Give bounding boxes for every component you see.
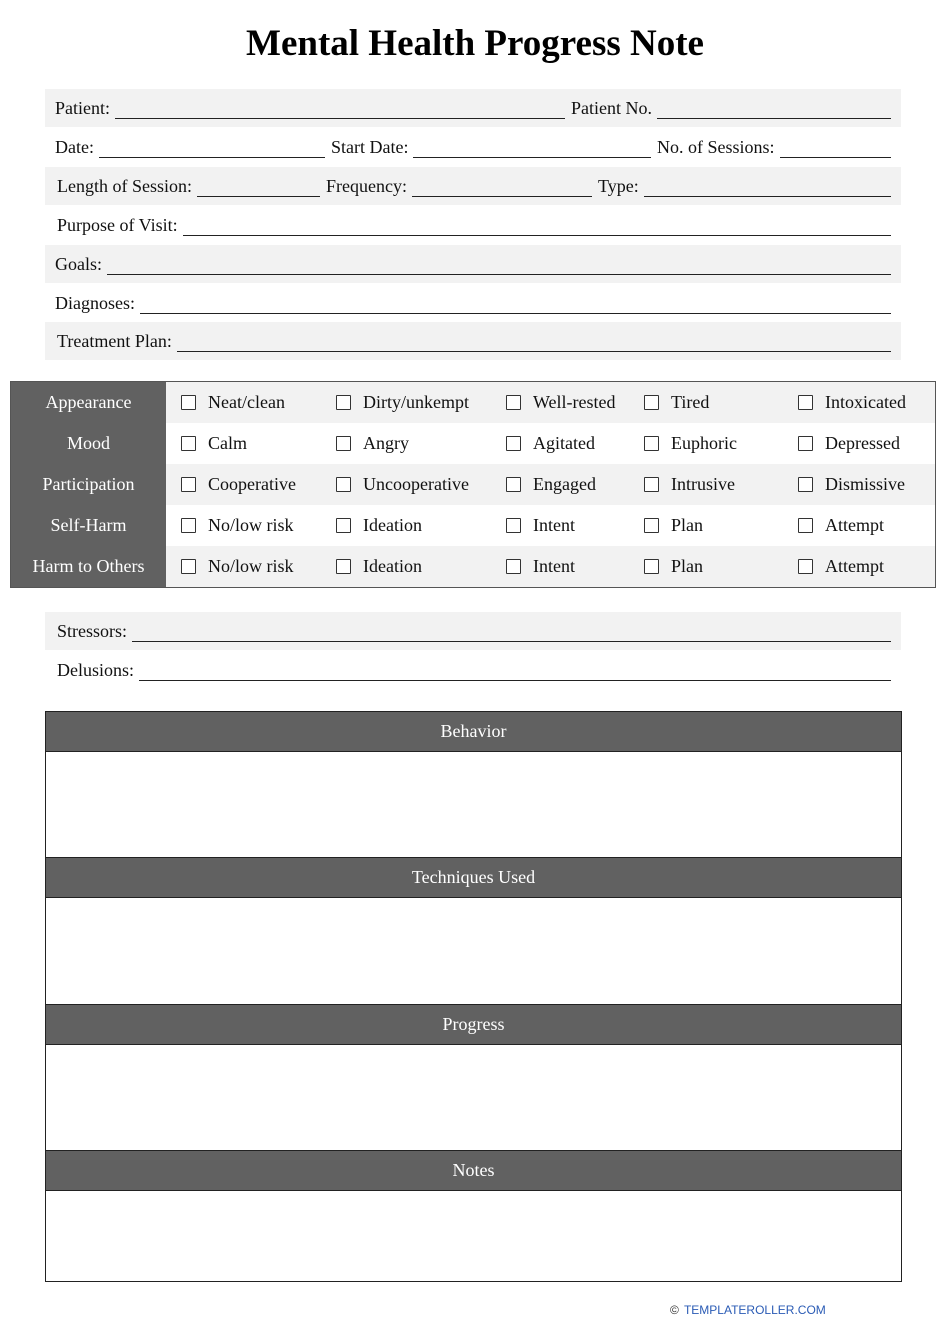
length-session-field[interactable]: [57, 176, 320, 197]
checkbox-option[interactable]: [644, 556, 798, 577]
option-label: Intent: [533, 515, 575, 535]
option-label: Intent: [533, 556, 575, 576]
progress-textarea[interactable]: [46, 1045, 901, 1150]
category-label: Mood: [11, 423, 166, 464]
checkbox[interactable]: [506, 477, 521, 492]
option-label: Attempt: [825, 515, 884, 535]
no-sessions-line[interactable]: [780, 139, 891, 158]
checkbox[interactable]: [798, 518, 813, 533]
assessment-table: [10, 381, 936, 588]
option-label: Angry: [363, 433, 409, 453]
checkbox-option[interactable]: [798, 474, 928, 495]
checkbox[interactable]: [336, 395, 351, 410]
assessment-row-self-harm: [11, 505, 935, 546]
patient-line[interactable]: [115, 100, 565, 119]
delusions-row: [45, 651, 901, 689]
checkbox[interactable]: [798, 477, 813, 492]
length-session-label: Length of Session:: [57, 175, 192, 196]
option-label: Tired: [671, 392, 710, 412]
treatment-plan-label: Treatment Plan:: [57, 330, 172, 351]
checkbox[interactable]: [336, 436, 351, 451]
checkbox[interactable]: [336, 477, 351, 492]
checkbox[interactable]: [506, 559, 521, 574]
no-sessions-label: No. of Sessions:: [657, 136, 775, 157]
diagnoses-label: Diagnoses:: [55, 292, 135, 313]
option-label: No/low risk: [208, 556, 294, 576]
checkbox[interactable]: [798, 436, 813, 451]
notes-header: Notes: [46, 1150, 901, 1191]
notes-textarea[interactable]: [46, 1191, 901, 1281]
checkbox-option[interactable]: [644, 474, 798, 495]
frequency-field[interactable]: [326, 176, 592, 197]
checkbox-option[interactable]: [644, 433, 798, 454]
goals-line[interactable]: [107, 256, 891, 275]
option-label: Intoxicated: [825, 392, 906, 412]
diagnoses-line[interactable]: [140, 295, 891, 314]
goals-row: [45, 245, 901, 283]
treatment-plan-field[interactable]: [57, 331, 891, 352]
delusions-line[interactable]: [139, 662, 891, 681]
checkbox[interactable]: [506, 436, 521, 451]
option-label: Uncooperative: [363, 474, 469, 494]
footer-link[interactable]: TEMPLATEROLLER.COM: [683, 1303, 826, 1317]
option-label: Euphoric: [671, 433, 737, 453]
goals-field[interactable]: [55, 254, 891, 275]
option-label: Engaged: [533, 474, 596, 494]
patient-no-field[interactable]: [571, 98, 891, 119]
delusions-label: Delusions:: [57, 659, 135, 680]
checkbox-option[interactable]: [336, 556, 506, 577]
assessment-row-harm-to-others: [11, 546, 935, 587]
option-label: Well-rested: [533, 392, 616, 412]
purpose-field[interactable]: [57, 215, 891, 236]
delusions-field[interactable]: [57, 660, 891, 681]
date-field[interactable]: [55, 137, 325, 158]
option-label: Intrusive: [671, 474, 735, 494]
checkbox-option[interactable]: [336, 392, 506, 413]
checkbox[interactable]: [644, 559, 659, 574]
type-field[interactable]: [598, 176, 891, 197]
behavior-textarea[interactable]: [46, 752, 901, 857]
checkbox-option[interactable]: [798, 556, 928, 577]
patient-no-label: Patient No.: [571, 97, 652, 118]
category-label: Self-Harm: [11, 505, 166, 546]
checkbox-option[interactable]: [336, 515, 506, 536]
copyright-symbol: ©: [670, 1303, 679, 1317]
purpose-line[interactable]: [183, 217, 891, 236]
checkbox-option[interactable]: [336, 433, 506, 454]
assessment-row-participation: [11, 464, 935, 505]
date-line[interactable]: [99, 139, 325, 158]
checkbox-option[interactable]: [798, 392, 928, 413]
checkbox[interactable]: [644, 436, 659, 451]
checkbox-option[interactable]: [181, 433, 336, 454]
patient-no-line[interactable]: [657, 100, 891, 119]
footer: [670, 1303, 826, 1317]
checkbox-option[interactable]: [644, 392, 798, 413]
date-label: Date:: [55, 136, 94, 157]
frequency-line[interactable]: [412, 178, 592, 197]
option-label: Dirty/unkempt: [363, 392, 469, 412]
checkbox-option[interactable]: [181, 515, 336, 536]
checkbox[interactable]: [181, 518, 196, 533]
goals-label: Goals:: [55, 253, 102, 274]
type-label: Type:: [598, 175, 639, 196]
checkbox-option[interactable]: [181, 556, 336, 577]
checkbox[interactable]: [506, 395, 521, 410]
checkbox-option[interactable]: [181, 392, 336, 413]
frequency-label: Frequency:: [326, 175, 407, 196]
start-date-line[interactable]: [413, 139, 651, 158]
techniques-textarea[interactable]: [46, 898, 901, 1004]
date-row: [45, 128, 901, 166]
checkbox-option[interactable]: [506, 474, 644, 495]
option-label: Attempt: [825, 556, 884, 576]
option-label: Plan: [671, 556, 704, 576]
start-date-field[interactable]: [331, 137, 651, 158]
stressors-line[interactable]: [132, 623, 891, 642]
option-label: Ideation: [363, 515, 422, 535]
checkbox[interactable]: [181, 477, 196, 492]
diagnoses-field[interactable]: [55, 293, 891, 314]
option-label: Plan: [671, 515, 704, 535]
treatment-plan-line[interactable]: [177, 333, 891, 352]
category-label: Appearance: [11, 382, 166, 423]
treatment-row: [45, 322, 901, 360]
behavior-header: Behavior: [46, 712, 901, 752]
option-label: No/low risk: [208, 515, 294, 535]
patient-field[interactable]: [55, 98, 565, 119]
no-sessions-field[interactable]: [657, 137, 891, 158]
checkbox-option[interactable]: [336, 474, 506, 495]
notes-sections: [45, 711, 902, 1282]
category-label: Participation: [11, 464, 166, 505]
option-label: Agitated: [533, 433, 595, 453]
checkbox-option[interactable]: [181, 474, 336, 495]
checkbox-option[interactable]: [506, 433, 644, 454]
option-label: Neat/clean: [208, 392, 285, 412]
page-title: Mental Health Progress Note: [246, 23, 704, 64]
start-date-label: Start Date:: [331, 136, 409, 157]
purpose-label: Purpose of Visit:: [57, 214, 178, 235]
stressors-label: Stressors:: [57, 620, 128, 641]
techniques-header: Techniques Used: [46, 857, 901, 898]
checkbox[interactable]: [181, 436, 196, 451]
option-label: Depressed: [825, 433, 900, 453]
checkbox[interactable]: [798, 395, 813, 410]
checkbox[interactable]: [644, 518, 659, 533]
stressors-field[interactable]: [57, 621, 891, 642]
diagnoses-row: [45, 284, 901, 322]
option-label: Dismissive: [825, 474, 906, 494]
checkbox[interactable]: [644, 477, 659, 492]
checkbox[interactable]: [506, 518, 521, 533]
option-label: Ideation: [363, 556, 422, 576]
type-line[interactable]: [644, 178, 891, 197]
patient-row: [45, 89, 901, 127]
assessment-row-mood: [11, 423, 935, 464]
checkbox[interactable]: [644, 395, 659, 410]
category-label: Harm to Others: [11, 546, 166, 587]
checkbox-option[interactable]: [644, 515, 798, 536]
purpose-row: [45, 206, 901, 244]
checkbox[interactable]: [798, 559, 813, 574]
checkbox-option[interactable]: [506, 392, 644, 413]
checkbox-option[interactable]: [798, 433, 928, 454]
session-row: [45, 167, 901, 205]
option-label: Calm: [208, 433, 247, 453]
checkbox[interactable]: [336, 518, 351, 533]
checkbox-option[interactable]: [506, 556, 644, 577]
option-label: Cooperative: [208, 474, 296, 494]
patient-label: Patient:: [55, 97, 110, 118]
checkbox-option[interactable]: [506, 515, 644, 536]
checkbox[interactable]: [181, 559, 196, 574]
progress-header: Progress: [46, 1004, 901, 1045]
assessment-row-appearance: [11, 382, 935, 423]
checkbox[interactable]: [181, 395, 196, 410]
length-session-line[interactable]: [197, 178, 320, 197]
checkbox-option[interactable]: [798, 515, 928, 536]
stressors-row: [45, 612, 901, 650]
checkbox[interactable]: [336, 559, 351, 574]
